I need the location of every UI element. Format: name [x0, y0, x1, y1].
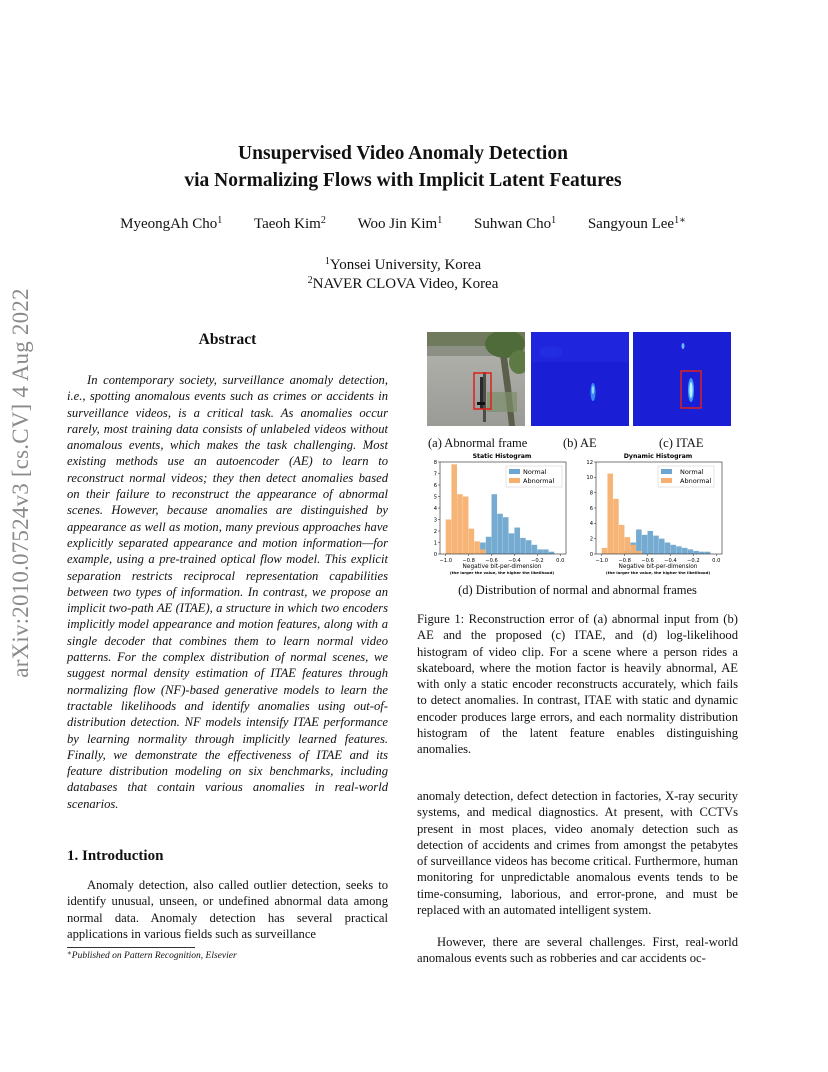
- histogram-bar-normal: [532, 545, 538, 554]
- histogram-bar-abnormal: [607, 474, 613, 555]
- histogram-bar-normal: [670, 545, 676, 554]
- x-tick-label: −0.8: [618, 558, 631, 564]
- footnote: ∗Published on Pattern Recognition, Elsevier: [67, 949, 237, 961]
- histogram-bar-normal: [549, 552, 555, 554]
- histogram-bar-abnormal: [446, 520, 452, 555]
- histogram-bar-normal: [526, 540, 532, 554]
- histogram-bar-normal: [699, 552, 705, 554]
- histogram-bar-normal: [682, 548, 688, 554]
- histogram-bar-normal: [648, 531, 654, 554]
- y-tick-label: 2: [433, 528, 437, 535]
- y-tick-label: 5: [433, 494, 437, 501]
- x-tick-label: −0.6: [641, 558, 654, 564]
- histogram-bar-abnormal: [457, 494, 463, 554]
- y-tick-label: 4: [589, 521, 593, 528]
- legend-label-normal: Normal: [680, 468, 704, 476]
- y-tick-label: 8: [433, 459, 437, 466]
- author: Suhwan Cho$^1$: [473, 215, 557, 232]
- author: Woo Jin Kim$^1$: [357, 215, 443, 232]
- x-tick-label: −0.8: [462, 558, 475, 564]
- x-axis-label: Negative bit-per-dimension: [462, 564, 542, 570]
- histogram-bar-normal: [653, 536, 659, 554]
- title-line-2: via Normalizing Flows with Implicit Latent Features: [184, 170, 622, 191]
- histogram-bar-normal: [665, 543, 671, 555]
- histogram-bar-normal: [537, 549, 543, 554]
- x-axis-label: Negative bit-per-dimension: [618, 564, 698, 570]
- y-tick-label: 6: [433, 482, 437, 489]
- y-tick-label: 1: [433, 540, 437, 547]
- legend-label-normal: Normal: [523, 468, 547, 476]
- y-tick-label: 3: [433, 517, 437, 524]
- chart-legend: [506, 466, 562, 487]
- histogram-bar-normal: [492, 494, 498, 554]
- x-tick-label: −0.2: [531, 558, 544, 564]
- histogram-bar-normal: [486, 537, 492, 554]
- paper-title: [100, 140, 706, 194]
- histogram-bar-normal: [642, 535, 648, 554]
- histogram-bar-abnormal: [469, 529, 475, 554]
- histogram-bar-normal: [705, 552, 711, 554]
- author: Taeoh Kim$^2$: [253, 215, 326, 232]
- figure-caption: Figure 1: Reconstruction error of (a) abnormal input from (b) AE and the proposed (c) ITAE, and (d) log-likelihood histogram of video clip. For a scene where a person rides a skateboard, where the motion factor is heavily abnormal, AE with only a static encoder reconstructs accurately, which fails to detect anomalies. In contrast, ITAE with static and dynamic encoder produces large errors, and each normality distribution histogram of the latent feature enables distinguishing anomalies.: [417, 612, 738, 757]
- y-tick-label: 10: [586, 475, 593, 482]
- x-axis-note: (the larger the value, the higher the likelihood): [449, 570, 555, 575]
- x-tick-label: −0.2: [687, 558, 700, 564]
- x-tick-label: −0.6: [485, 558, 498, 564]
- x-tick-label: 0.0: [556, 558, 565, 564]
- static-histogram-chart: [424, 450, 570, 578]
- histogram-bar-abnormal: [636, 551, 642, 554]
- legend-label-abnormal: Abnormal: [523, 477, 555, 485]
- chart-title: Static Histogram: [472, 453, 532, 460]
- histogram-bar-normal: [497, 514, 503, 554]
- affiliations: [100, 256, 706, 294]
- histogram-bar-normal: [688, 549, 694, 554]
- arxiv-identifier: arXiv:2010.07524v3 [cs.CV] 4 Aug 2022: [8, 288, 33, 678]
- subfigure-label-c: (c) ITAE: [659, 436, 704, 450]
- y-tick-label: 0: [433, 551, 437, 558]
- histogram-bar-abnormal: [463, 497, 469, 555]
- histogram-bar-normal: [520, 538, 526, 554]
- x-tick-label: 0.0: [712, 558, 721, 564]
- chart-title: Dynamic Histogram: [623, 453, 693, 460]
- body-paragraph: However, there are several challenges. First, real-world anomalous events such as robberies and car accidents oc-: [417, 935, 738, 966]
- histogram-bar-normal: [514, 528, 520, 554]
- histogram-bar-normal: [503, 517, 509, 554]
- histogram-bar-abnormal: [480, 549, 486, 554]
- abnormal-frame-image: [427, 332, 525, 426]
- y-tick-label: 4: [433, 505, 437, 512]
- dynamic-histogram-chart: [580, 450, 726, 578]
- abstract-heading: Abstract: [198, 331, 257, 348]
- intro-paragraph: Anomaly detection, also called outlier detection, seeks to identify unusual, unseen, or undefined abnormal data among normal data. Anomaly detection has several practical applications in various fields such as surveillance: [67, 878, 388, 941]
- title-line-1: Unsupervised Video Anomaly Detection: [238, 143, 568, 164]
- histogram-bar-normal: [676, 546, 682, 554]
- histogram-bar-normal: [509, 533, 515, 554]
- ae-error-map-image: [531, 332, 629, 426]
- histogram-bar-abnormal: [451, 464, 457, 554]
- histogram-bar-abnormal: [613, 499, 619, 554]
- author-list: [100, 216, 706, 233]
- subfigure-label-d: (d) Distribution of normal and abnormal frames: [458, 583, 697, 597]
- histogram-bar-abnormal: [474, 541, 480, 554]
- y-tick-label: 7: [433, 471, 437, 478]
- x-tick-label: −0.4: [508, 558, 521, 564]
- histogram-bar-normal: [543, 549, 549, 554]
- affiliation: $^1$Yonsei University, Korea: [324, 256, 482, 273]
- histogram-bar-abnormal: [602, 548, 608, 554]
- author: MyeongAh Cho$^1$: [120, 215, 223, 232]
- y-tick-label: 0: [589, 551, 593, 558]
- abstract-text: In contemporary society, surveillance anomaly detection, i.e., spotting anomalous events such as crimes or accidents in surveillance videos, is a critical task. As anomalies occur rarely, most training data consists of unlabeled videos without anomalous events, which makes the task challenging. Most existing methods use an autoencoder (AE) to learn to reconstruct normal videos; they then detect anomalies based on their failure to reconstruct the appearance of abnormal scenes. However, because anomalies are distinguished by appearance as well as motion, many previous approaches have explicitly separated appearance and motion information—for example, using a pre-trained optical flow model. This explicit separation restricts reciprocal representation capabilities between two types of information. In contrast, we propose an implicit two-path AE (ITAE), a structure in which two encoders implicitly model appearance and motion features, along with a single decoder that combines them to learn normal video patterns. For the complex distribution of normal scenes, we suggest normal density estimation of ITAE features through normalizing flow (NF)-based generative models to learn the tractable likelihoods and identify anomalies using out-of-distribution detection. NF models intensify ITAE performance by learning normality through implicitly learned features. Finally, we demonstrate the effectiveness of ITAE and its feature distribution modeling on six benchmarks, including databases that contain various anomalies in real-world scenarios.: [67, 373, 388, 811]
- x-tick-label: −0.4: [664, 558, 677, 564]
- histogram-bar-normal: [693, 551, 699, 554]
- histogram-bar-abnormal: [619, 525, 625, 554]
- x-tick-label: −1.0: [595, 558, 609, 564]
- itae-error-map-image: [633, 332, 731, 426]
- x-axis-note: (the larger the value, the higher the likelihood): [605, 570, 711, 575]
- y-tick-label: 6: [589, 505, 593, 512]
- body-paragraph: anomaly detection, defect detection in factories, X-ray security systems, and medical diagnostics. At present, with CCTVs present in most places, video anomaly detection such as detection of accidents and crimes from amongst the petabytes of surveillance videos has become critical. Furthermore, human monitoring for unpredictable anomalous events tends to be time-consuming, laborious, and error-prone, and must be replaced with an automated intelligent system.: [417, 789, 738, 918]
- histogram-bar-abnormal: [630, 545, 636, 554]
- subfigure-label-b: (b) AE: [563, 436, 597, 450]
- y-tick-label: 8: [589, 490, 593, 497]
- y-tick-label: 12: [586, 459, 593, 466]
- y-tick-label: 2: [589, 536, 593, 543]
- chart-legend: [658, 466, 714, 487]
- section-heading: 1. Introduction: [67, 848, 164, 864]
- histogram-bar-normal: [636, 529, 642, 554]
- author: Sangyoun Lee$^{1∗}$: [587, 215, 686, 232]
- footnote-rule: [67, 947, 195, 948]
- x-tick-label: −1.0: [439, 558, 453, 564]
- subfigure-label-a: (a) Abnormal frame: [428, 436, 528, 450]
- histogram-bar-normal: [659, 539, 665, 554]
- legend-label-abnormal: Abnormal: [680, 477, 712, 485]
- histogram-bar-abnormal: [625, 537, 631, 554]
- affiliation: $^2$NAVER CLOVA Video, Korea: [307, 275, 499, 292]
